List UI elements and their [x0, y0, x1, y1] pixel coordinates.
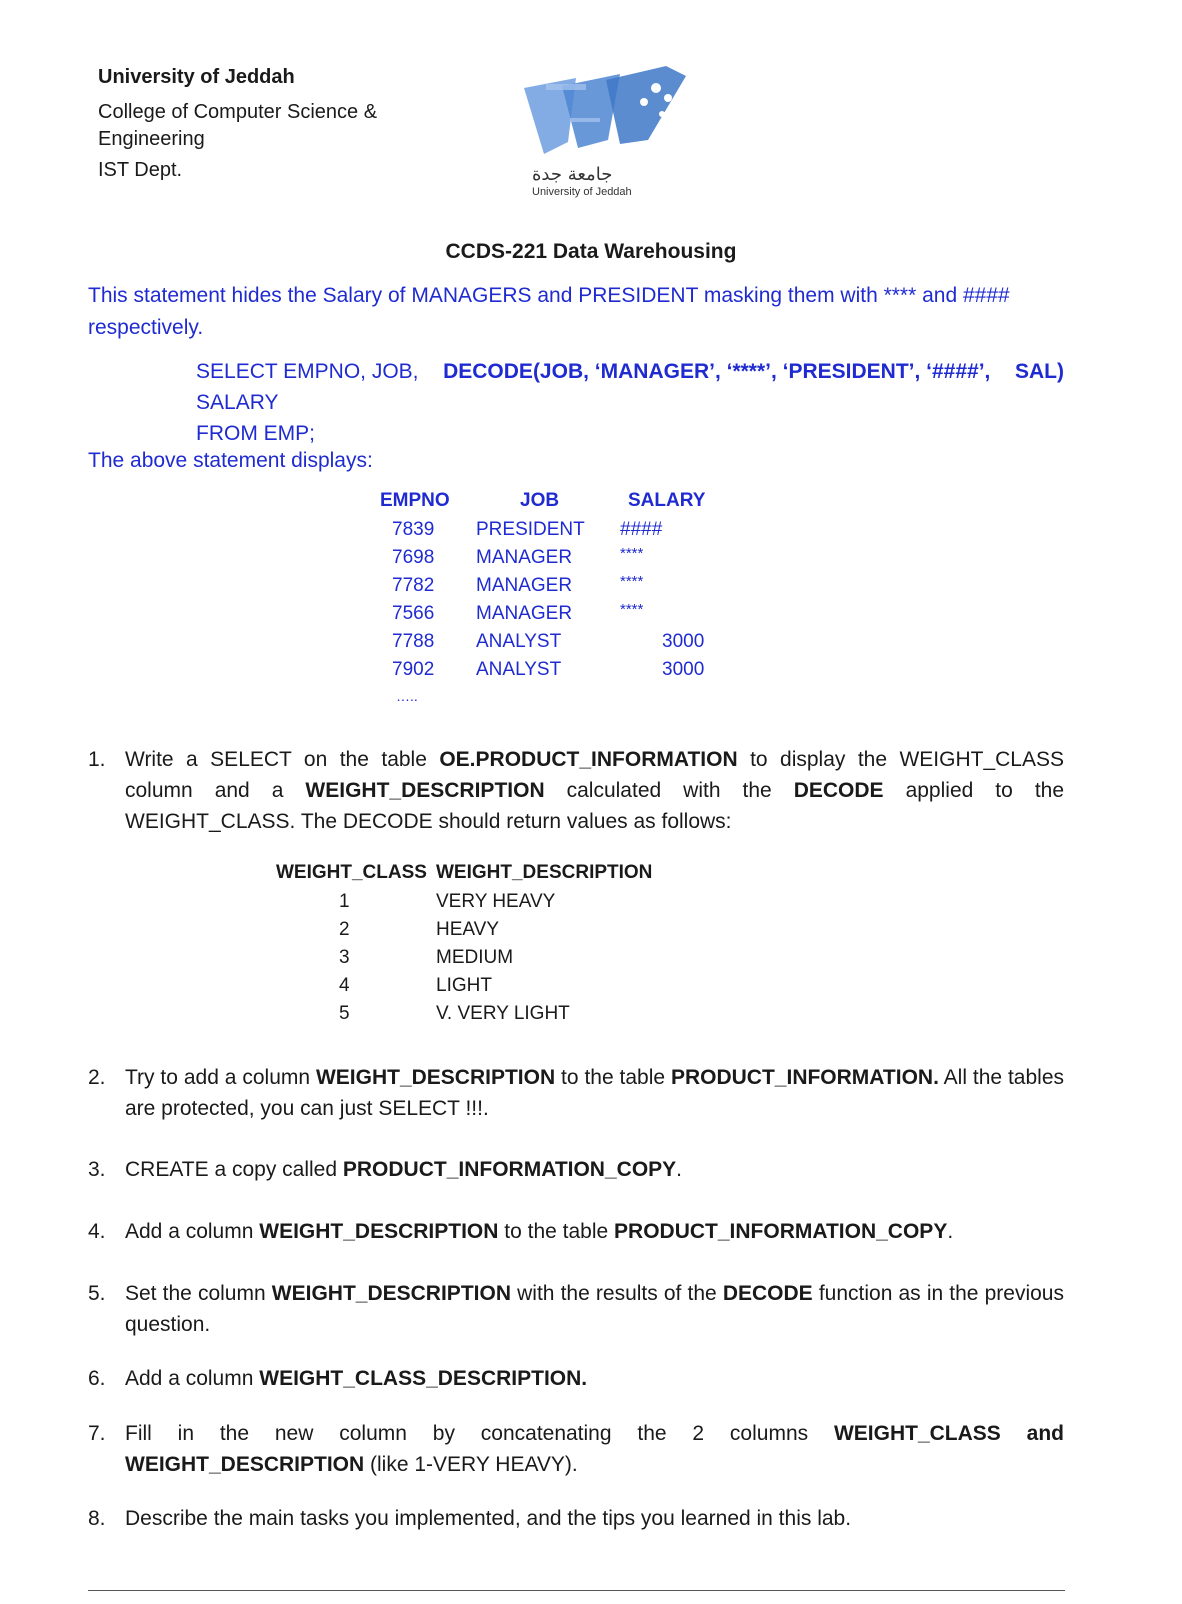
question-3 [88, 1154, 1064, 1185]
q8-text: Describe the main tasks you implemented, and the tips you learned in this lab. [125, 1507, 852, 1530]
salary-cell: 3000 [662, 631, 705, 652]
q1-text: calculated with the [544, 779, 794, 802]
question-number: 1. [88, 748, 106, 771]
q2-column-name: WEIGHT_DESCRIPTION [315, 1066, 556, 1089]
q2-text: All the tables are protected, you can just SELECT !!!. [125, 1066, 1064, 1120]
question-7 [88, 1418, 1064, 1480]
header-job: JOB [520, 490, 560, 511]
weight-description-cell: MEDIUM [436, 947, 514, 968]
empno-cell: 7788 [392, 631, 435, 652]
empno-cell: 7839 [392, 519, 435, 540]
question-number: 2. [88, 1066, 106, 1089]
q1-text: to display the WEIGHT_CLASS column and a [125, 748, 1064, 802]
header-salary: SALARY [628, 490, 706, 511]
q4-text: . [947, 1220, 954, 1243]
q1-text: applied to the WEIGHT_CLASS. The DECODE should return values as follows: [125, 779, 1065, 833]
q5-function-name: DECODE [722, 1282, 813, 1305]
question-number: 4. [88, 1220, 106, 1243]
q7-text: Fill in the new column by concatenating the 2 columns [125, 1422, 834, 1445]
sql-from: FROM EMP; [196, 422, 315, 445]
university-name: University of Jeddah [98, 66, 295, 88]
q1-function-name: DECODE [793, 779, 884, 802]
q5-column-name: WEIGHT_DESCRIPTION [271, 1282, 511, 1305]
question-8 [88, 1503, 1064, 1534]
q3-table-name: PRODUCT_INFORMATION_COPY [342, 1158, 677, 1181]
college-line-2: Engineering [98, 128, 205, 150]
q4-text: Add a column [125, 1220, 260, 1243]
q4-text: to the table [498, 1220, 615, 1243]
salary-cell: **** [620, 545, 644, 562]
college-line-1: College of Computer Science & [98, 101, 378, 123]
question-4 [88, 1216, 1064, 1247]
sql-sal: SAL) [1014, 360, 1064, 383]
logo-english-text: University of Jeddah [532, 186, 632, 198]
logo-arabic-text: جامعة جدة [532, 164, 613, 185]
job-cell: MANAGER [476, 575, 573, 596]
sql-decode: DECODE(JOB, ‘MANAGER’, ‘****’, ‘PRESIDENT’, ‘####’, [443, 360, 991, 383]
intro-paragraph [88, 280, 1064, 344]
q3-text: CREATE a copy called [125, 1158, 343, 1181]
job-cell: ANALYST [476, 631, 562, 652]
table-ellipsis: ….. [396, 688, 418, 704]
q1-column-name: WEIGHT_DESCRIPTION [305, 779, 545, 802]
weight-class-cell: 5 [339, 1003, 350, 1024]
q7-text: (like 1-VERY HEAVY). [364, 1453, 578, 1476]
weight-class-cell: 4 [339, 975, 350, 996]
sql-alias: SALARY [196, 391, 279, 414]
q2-table-name: PRODUCT_INFORMATION. [670, 1066, 939, 1089]
salary-cell: #### [620, 519, 663, 540]
header-weight-description: WEIGHT_DESCRIPTION [436, 862, 653, 883]
salary-cell: **** [620, 573, 644, 590]
q3-text: . [676, 1158, 683, 1181]
weight-class-cell: 1 [339, 891, 350, 912]
question-5 [88, 1278, 1064, 1340]
q2-text: Try to add a column [125, 1066, 316, 1089]
q4-column-name: WEIGHT_DESCRIPTION [259, 1220, 499, 1243]
empno-cell: 7566 [392, 603, 435, 624]
job-cell: MANAGER [476, 603, 573, 624]
dept-name: IST Dept. [98, 159, 183, 181]
q7-column-name: WEIGHT_CLASS [833, 1422, 1001, 1445]
q7-text [1001, 1422, 1027, 1445]
q1-table-name: OE.PRODUCT_INFORMATION [439, 748, 738, 771]
header-weight-class: WEIGHT_CLASS [276, 862, 427, 883]
empno-cell: 7782 [392, 575, 435, 596]
q1-text: Write a SELECT on the table [125, 748, 440, 771]
course-title: CCDS-221 Data Warehousing [445, 240, 737, 263]
q6-column-name: WEIGHT_CLASS_DESCRIPTION. [259, 1367, 588, 1390]
weight-description-cell: HEAVY [436, 919, 500, 940]
question-2 [88, 1062, 1064, 1124]
job-cell: PRESIDENT [476, 519, 585, 540]
question-1 [88, 744, 1064, 837]
q5-text: function as in the previous question. [125, 1282, 1064, 1336]
weight-class-cell: 3 [339, 947, 350, 968]
q5-text: Set the column [125, 1282, 272, 1305]
salary-cell: **** [620, 601, 644, 618]
intro-line-2: respectively. [88, 316, 204, 339]
q6-text: Add a column [125, 1367, 260, 1390]
job-cell: ANALYST [476, 659, 562, 680]
weight-description-cell: V. VERY LIGHT [436, 1003, 570, 1024]
footer-divider [88, 1590, 1065, 1591]
weight-description-cell: LIGHT [436, 975, 492, 996]
salary-cell: 3000 [662, 659, 705, 680]
weight-description-cell: VERY HEAVY [436, 891, 556, 912]
empno-cell: 7902 [392, 659, 435, 680]
sql-statement [196, 356, 1064, 449]
header-empno: EMPNO [380, 490, 450, 511]
weight-class-cell: 2 [339, 919, 350, 940]
question-number: 7. [88, 1422, 106, 1445]
job-cell: MANAGER [476, 547, 573, 568]
empno-cell: 7698 [392, 547, 435, 568]
q5-text: with the results of the [510, 1282, 723, 1305]
question-number: 8. [88, 1507, 106, 1530]
question-6 [88, 1363, 1064, 1394]
question-number: 3. [88, 1158, 106, 1181]
q7-column-name: WEIGHT_DESCRIPTION [125, 1453, 365, 1476]
q2-text: to the table [555, 1066, 671, 1089]
question-number: 5. [88, 1282, 106, 1305]
institution-header [98, 64, 377, 184]
q4-table-name: PRODUCT_INFORMATION_COPY [614, 1220, 948, 1243]
intro-line-1: This statement hides the Salary of MANAGERS and PRESIDENT masking them with **** and #### [88, 284, 1010, 307]
question-number: 6. [88, 1367, 106, 1390]
sql-select: SELECT EMPNO, JOB, [196, 360, 419, 383]
q7-and: and [1026, 1422, 1064, 1445]
displays-label: The above statement displays: [88, 449, 373, 472]
